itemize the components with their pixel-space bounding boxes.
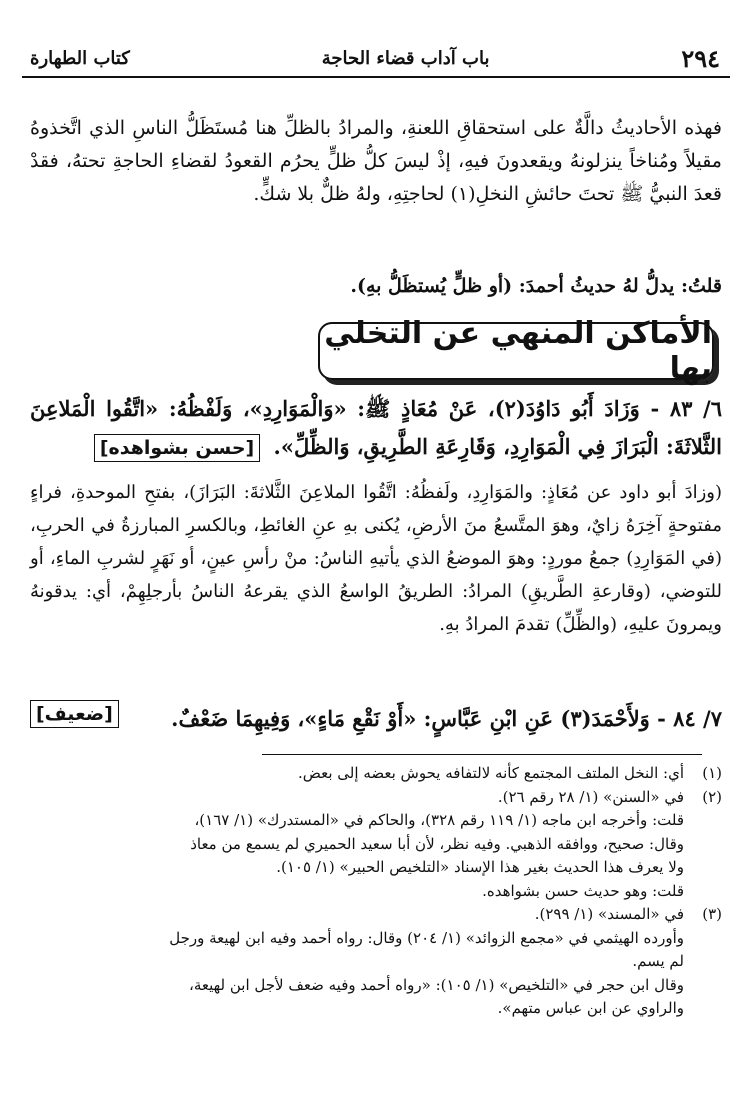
page-header [22,40,730,78]
footnote-number: (١) [702,764,722,782]
footnote-line: في «السنن» (١/ ٢٨ رقم ٢٦). [497,787,684,806]
qult-note: قلتُ: يدلُّ لهُ حديثُ أحمدَ: (أو ظلٍّ يُستظَلُّ بهِ). [350,275,722,297]
footnote-divider [262,754,702,755]
chapter-title: باب آداب قضاء الحاجة [321,47,490,69]
footnotes [30,762,722,1021]
section-heading: الأماكن المنهي عن التخلي بها [318,322,714,380]
footnote-line: ولا يعرف هذا الحديث بغير هذا الإسناد «التلخيص الحبير» (١/ ١٠٥). [276,858,684,876]
commentary: (وزادَ أبو داود عن مُعَاذٍ: والمَوَارِدِ، ولَفظُهُ: اتَّقُوا الملاعِنَ الثَّلاثةَ: البَرَازَ)، بفتحِ الموحدةِ، فراءٍ مفتوحةٍ آخِرَهُ زايٌ، وهوَ المتَّسعُ منَ الأرضِ، يُكنى بهِ عنِ الغائطِ، وبالكسرِ المبارزةُ في الحربِ، (في المَوَارِدِ) جمعُ موردٍ: وهوَ الموضعُ الذي يأتيهِ الناسُ: منْ رأسِ عينٍ، أو نَهَرٍ لشربِ الماءِ، أو للتوضي، (وقارعةِ الطَّريقِ) المرادُ: الطريقُ الواسعُ الذي يقرعهُ الناسُ بأرجلِهِمْ، أي: يدقونهُ ويمرونَ عليهِ، (والظِّلِّ) تقدمَ المرادُ بهِ. [30,482,722,635]
hadith-84-text: ٧/ ٨٤ - وَلأَحْمَدَ(٣) عَنِ ابْنِ عَبَّاسٍ: «أَوْ نَقْعِ مَاءٍ»، وَفِيهِمَا ضَعْفٌ. [171,706,722,731]
footnote-3 [30,903,722,1021]
footnote-line: وقال ابن حجر في «التلخيص» (١/ ١٠٥): «رواه أحمد وفيه ضعف لأجل ابن لهيعة، [188,975,684,994]
hadith-83-text: ٦/ ٨٣ - وَزَادَ أَبُو دَاوُدَ(٢)، عَنْ مُعَاذٍ ﷺ: «وَالْمَوَارِدِ»، وَلَفْظُهُ: «اتَّقُوا الْمَلاعِنَ الثَّلاثَةَ: الْبَرَازَ فِي الْمَوَارِدِ، وَقَارِعَةِ الطَّرِيقِ، وَالظِّلِّ». [30,396,722,459]
hadith-84 [30,700,722,738]
footnote-1 [30,762,722,786]
footnote-number: (٢) [702,787,722,806]
hadith-84-grade: [ضعيف] [30,700,119,728]
hadith-83 [30,390,722,466]
page-number: ٢٩٤ [681,43,720,73]
book-title: كتاب الطهارة [30,47,130,69]
footnote-line: أي: النخل الملتف المجتمع كأنه لالتفافه يحوش بعضه إلى بعض. [297,764,684,782]
footnote-line: وأورده الهيثمي في «مجمع الزوائد» (١/ ٢٠٤) وقال: رواه أحمد وفيه ابن لهيعة ورجل [169,928,684,947]
footnote-line: قلت: وهو حديث حسن بشواهده. [482,881,684,900]
footnote-number: (٣) [702,905,722,923]
footnote-line: لم يسم. [632,952,684,970]
footnote-line: والراوي عن ابن عباس متهم». [497,999,684,1017]
footnote-line: في «المسند» (١/ ٢٩٩). [534,905,684,923]
footnote-line: قلت: وأخرجه ابن ماجه (١/ ١١٩ رقم ٣٢٨)، والحاكم في «المستدرك» (١/ ١٦٧)، [194,811,684,829]
footnote-line: وقال: صحيح، ووافقه الذهبي. وفيه نظر، لأن أبا سعيد الحميري لم يسمع من معاذ [190,834,684,853]
footnote-2 [30,786,722,904]
paragraph-intro: فهذه الأحاديثُ دالَّةٌ على استحقاقِ اللعنةِ، والمرادُ بالظلِّ هنا مُستَظَلُّ الناسِ الذي اتَّخذوهُ مقيلاً ومُناخاً ينزلونهُ ويقعدونَ فيهِ، إذْ ليسَ كلُّ ظلٍّ يحرُم القعودُ لقضاءِ الحاجةِ تحتهُ، فقدْ قعدَ النبيُّ ﷺ تحتَ حائشِ النخلِ(١) لحاجتِهِ، ولهُ ظلٌّ بلا شكٍّ. [30,117,722,205]
hadith-83-grade: [حسن بشواهده] [94,434,260,462]
